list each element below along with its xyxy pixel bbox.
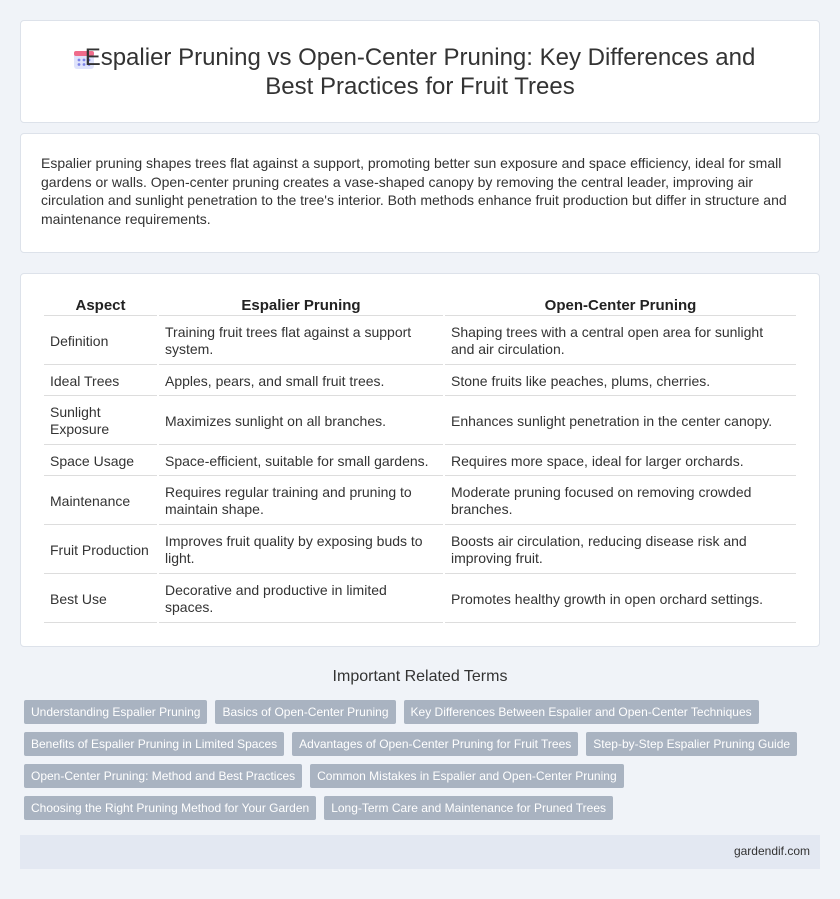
intro-card	[20, 133, 820, 253]
page-title: Espalier Pruning vs Open-Center Pruning: Key Differences and Best Practices for Fruit Trees	[84, 44, 756, 100]
table-cell: Sunlight Exposure	[44, 398, 157, 445]
footer-bar	[20, 835, 820, 869]
comparison-table-card	[20, 273, 820, 647]
related-terms-row	[24, 796, 824, 820]
related-term-link[interactable]: Choosing the Right Pruning Method for Your Garden	[24, 796, 316, 820]
table-header-row	[44, 296, 796, 316]
table-cell: Maintenance	[44, 478, 157, 525]
table-row	[44, 367, 796, 396]
related-term-link[interactable]: Benefits of Espalier Pruning in Limited Spaces	[24, 732, 284, 756]
table-cell: Improves fruit quality by exposing buds to light.	[159, 527, 443, 574]
related-term-link[interactable]: Advantages of Open-Center Pruning for Fruit Trees	[292, 732, 578, 756]
table-cell: Definition	[44, 318, 157, 365]
table-cell: Space-efficient, suitable for small gardens.	[159, 447, 443, 476]
table-cell: Boosts air circulation, reducing disease risk and improving fruit.	[445, 527, 796, 574]
table-row	[44, 398, 796, 445]
table-cell: Fruit Production	[44, 527, 157, 574]
related-terms-row	[24, 732, 824, 756]
table-cell: Maximizes sunlight on all branches.	[159, 398, 443, 445]
table-cell: Enhances sunlight penetration in the center canopy.	[445, 398, 796, 445]
table-cell: Space Usage	[44, 447, 157, 476]
table-cell: Apples, pears, and small fruit trees.	[159, 367, 443, 396]
related-term-link[interactable]: Basics of Open-Center Pruning	[215, 700, 395, 724]
related-term-link[interactable]: Understanding Espalier Pruning	[24, 700, 207, 724]
table-cell: Ideal Trees	[44, 367, 157, 396]
related-term-link[interactable]: Long-Term Care and Maintenance for Pruned Trees	[324, 796, 613, 820]
related-terms-row	[24, 700, 824, 724]
table-header-espalier: Espalier Pruning	[159, 296, 443, 316]
table-cell: Requires regular training and pruning to maintain shape.	[159, 478, 443, 525]
table-row	[44, 576, 796, 623]
related-term-link[interactable]: Key Differences Between Espalier and Open-Center Techniques	[404, 700, 759, 724]
comparison-table	[42, 294, 798, 625]
related-term-link[interactable]: Step-by-Step Espalier Pruning Guide	[586, 732, 797, 756]
table-cell: Stone fruits like peaches, plums, cherries.	[445, 367, 796, 396]
table-cell: Promotes healthy growth in open orchard settings.	[445, 576, 796, 623]
table-cell: Moderate pruning focused on removing crowded branches.	[445, 478, 796, 525]
table-cell: Shaping trees with a central open area for sunlight and air circulation.	[445, 318, 796, 365]
table-header-aspect: Aspect	[44, 296, 157, 316]
related-terms-title: Important Related Terms	[332, 668, 508, 685]
table-row	[44, 447, 796, 476]
related-terms-row	[24, 764, 824, 788]
table-cell: Decorative and productive in limited spaces.	[159, 576, 443, 623]
header-card	[20, 20, 820, 123]
table-row	[44, 527, 796, 574]
table-cell: Best Use	[44, 576, 157, 623]
footer-site-link[interactable]: gardendif.com	[733, 844, 810, 858]
table-row	[44, 318, 796, 365]
intro-paragraph: Espalier pruning shapes trees flat against a support, promoting better sun exposure and space efficiency, ideal for small gardens or walls. Open-center pruning creates a vase-shaped canopy by removing the central leader, improving air circulation and sunlight penetration to the tree's interior. Both methods enhance fruit production but differ in structure and maintenance requirements.	[41, 155, 787, 227]
table-cell: Training fruit trees flat against a support system.	[159, 318, 443, 365]
related-term-link[interactable]: Common Mistakes in Espalier and Open-Center Pruning	[310, 764, 623, 788]
table-row	[44, 478, 796, 525]
table-header-open-center: Open-Center Pruning	[445, 296, 796, 316]
table-cell: Requires more space, ideal for larger orchards.	[445, 447, 796, 476]
related-term-link[interactable]: Open-Center Pruning: Method and Best Practices	[24, 764, 302, 788]
related-terms-list	[24, 700, 824, 828]
